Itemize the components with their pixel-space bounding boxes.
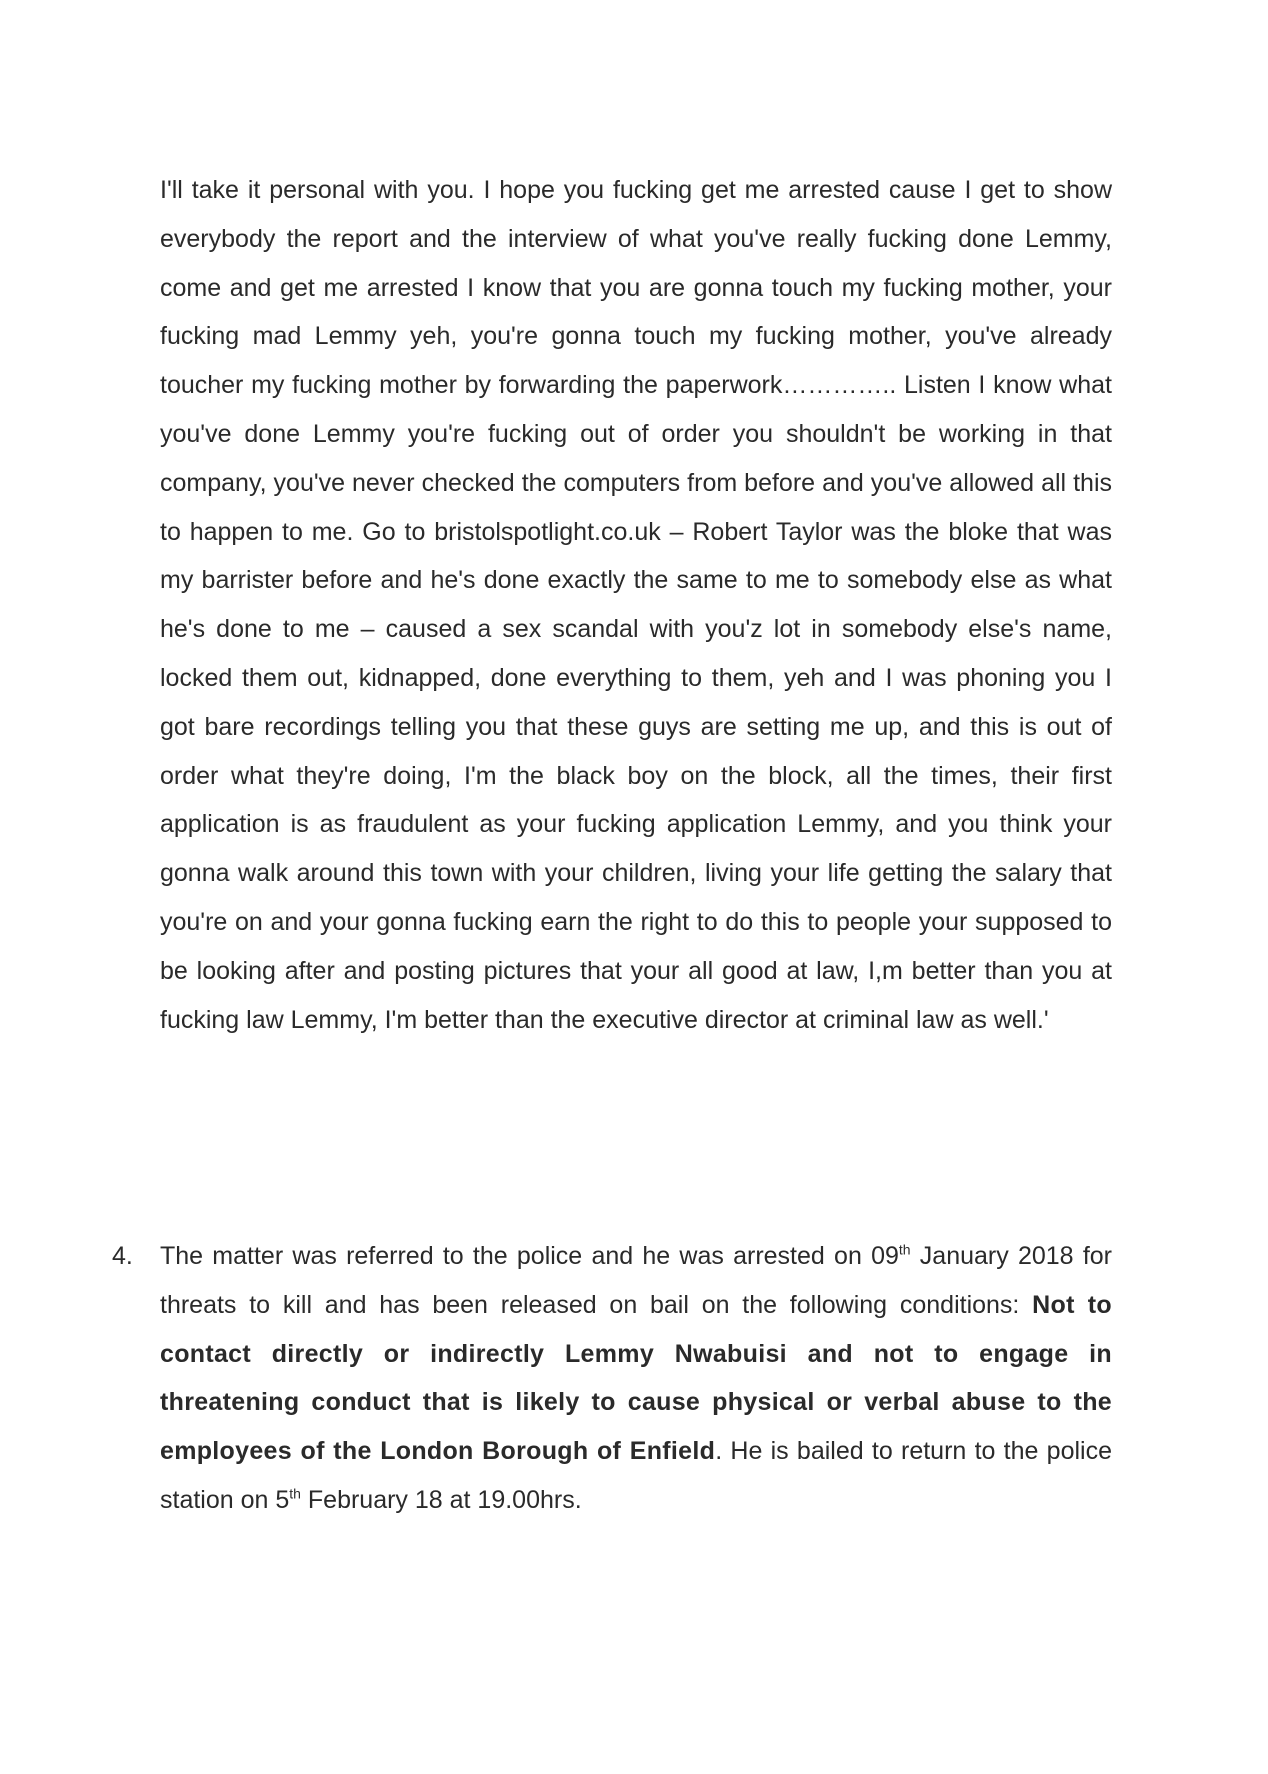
paragraph-body xyxy=(160,1232,1112,1525)
ordinal-suffix: th xyxy=(289,1485,301,1502)
paragraph-text: February 18 at 19.00hrs. xyxy=(300,1485,582,1514)
paragraph-number: 4. xyxy=(112,1242,133,1270)
ordinal-suffix: th xyxy=(898,1241,911,1258)
bail-conditions-text: Not to contact directly or indirectly Lemmy Nwabuisi and not to engage in threatening conduct that is likely to cause physical or verbal abuse to the employees of the London Borough of Enfield xyxy=(160,1290,1112,1466)
paragraph-text: . He is bailed to return to the police station on 5 xyxy=(160,1437,1113,1514)
quoted-statement-paragraph: I'll take it personal with you. I hope you fucking get me arrested cause I get to show everybody the report and the interview of what you've really fucking done Lemmy, come and get me arrested I know that you are gonna touch my fucking mother, your fucking mad Lemmy yeh, you're gonna touch my fucking mother, you've already toucher my fucking mother by forwarding the paperwork………….. Listen I know what you've done Lemmy you're fucking out of order you shouldn't be working in that company, you've never checked the computers from before and you've allowed all this to happen to me. Go to bristolspotlight.co.uk – Robert Taylor was the bloke that was my barrister before and he's done exactly the same to me to somebody else as what he's done to me – caused a sex scandal with you'z lot in somebody else's name, locked them out, kidnapped, done everything to them, yeh and I was phoning you I got bare recordings telling you that these guys are setting me up, and this is out of order what they're doing, I'm the black boy on the block, all the times, their first application is as fraudulent as your fucking application Lemmy, and you think your gonna walk around this town with your children, living your life getting the salary that you're on and your gonna fucking earn the right to do this to people your supposed to be looking after and posting pictures that your all good at law, I,m better than you at fucking law Lemmy, I'm better than the executive director at criminal law as well.' xyxy=(160,176,1112,1034)
paragraph-text: The matter was referred to the police and he was arrested on 09 xyxy=(160,1242,899,1270)
paragraph-text: January 2018 for threats to kill and has been released on bail on the following conditions: xyxy=(160,1242,1112,1319)
